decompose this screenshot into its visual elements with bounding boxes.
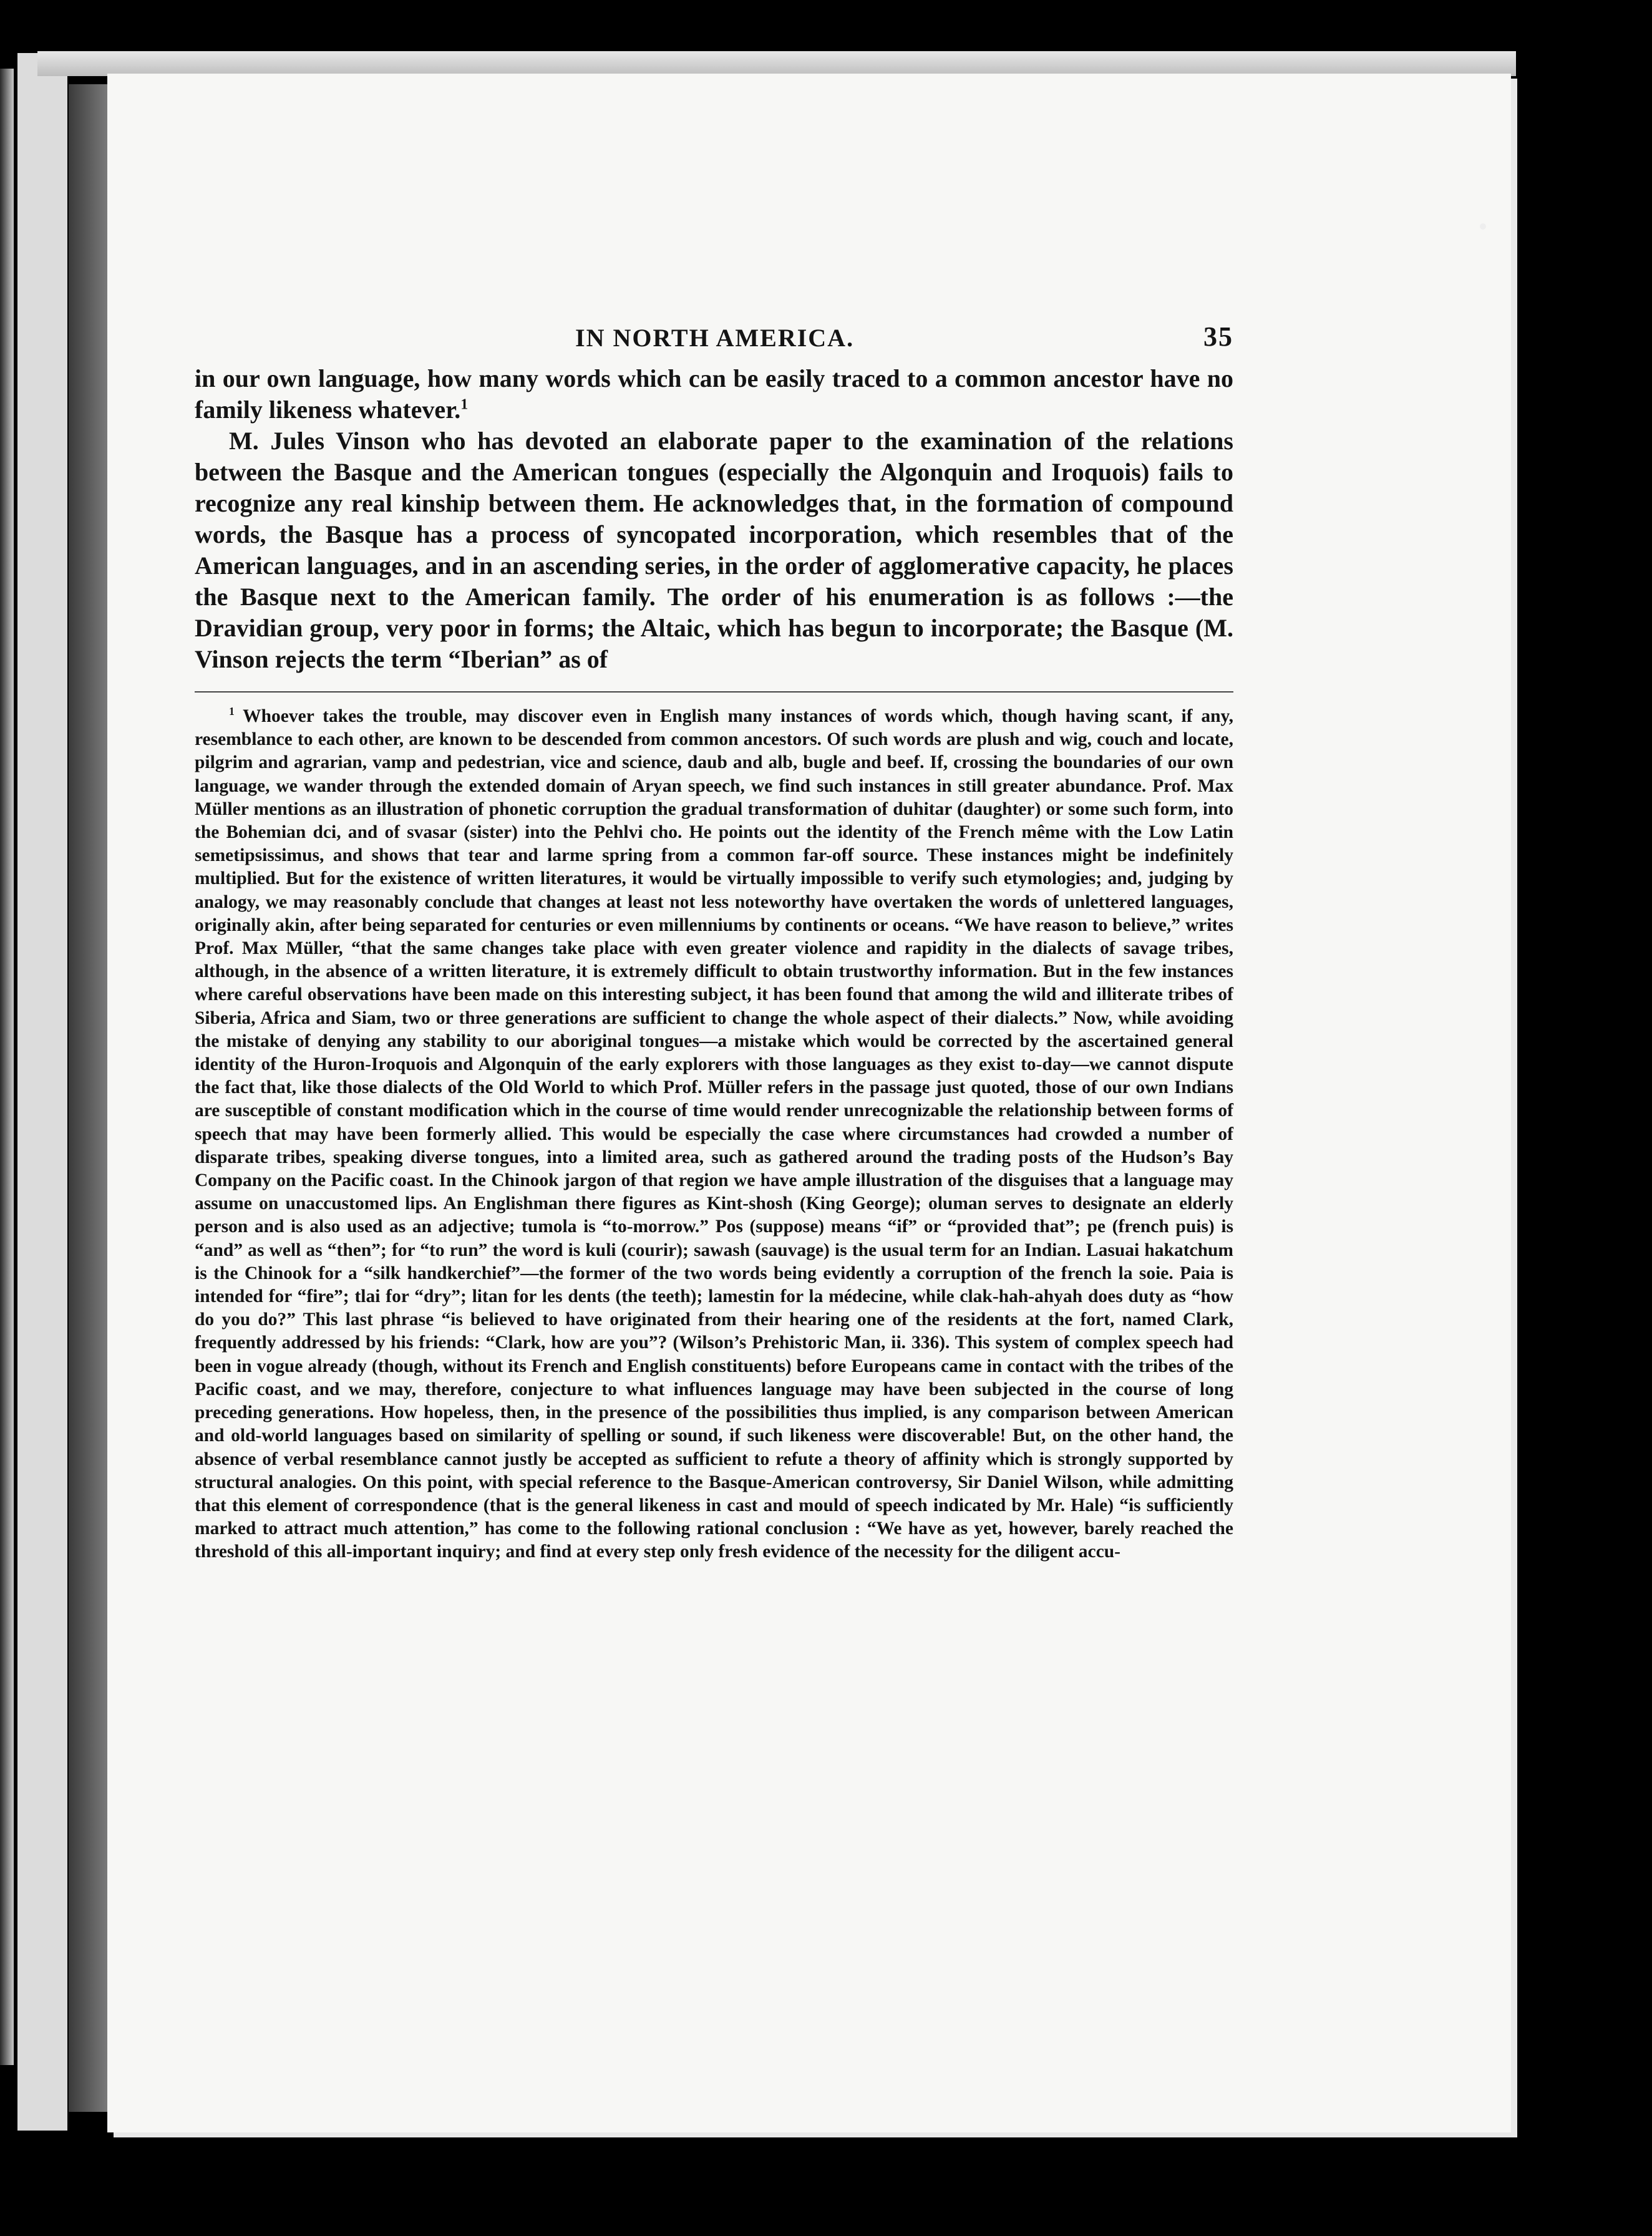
book-page xyxy=(107,74,1511,2132)
previous-page-strip xyxy=(17,53,67,2131)
footnote xyxy=(195,705,1233,1564)
previous-page-edge xyxy=(0,69,14,2065)
scan-speck xyxy=(1480,223,1486,230)
page-number: 35 xyxy=(1203,321,1233,352)
page-content xyxy=(195,323,1233,1564)
footnote-paragraph xyxy=(195,705,1233,1564)
running-head xyxy=(195,323,1233,361)
footnote-reference: 1 xyxy=(460,396,469,413)
paragraph-vinson: M. Jules Vinson who has devoted an elaborate paper to the examination of the relations between the Basque and the American tongues (especially the Algonquin and Iroquois) fails to recognize any real kinship between them. He acknowledges that, in the formation of compound words, the Basque has a process of syncopated incorporation, which resembles that of the American languages, and in an ascending series, in the order of agglomerative capacity, he places the Basque next to the American family. The order of his enumeration is as follows :—the Dravidian group, very poor in forms; the Altaic, which has begun to incorporate; the Basque (M. Vinson rejects the term “Iberian” as of xyxy=(195,427,1233,673)
footnote-rule xyxy=(195,691,1233,693)
binding-shadow xyxy=(69,84,107,2112)
page-top-edge xyxy=(37,51,1516,76)
paragraph-continuation xyxy=(195,363,1233,425)
footnote-marker: 1 xyxy=(229,705,235,718)
main-text xyxy=(195,363,1233,675)
footnote-text: Whoever takes the trouble, may discover even in English many instances of words which, though having scant, if any, resemblance to each other, are known to be descended from common ancestors. Of such words are plush and wig, couch and locate, pilgrim and agrarian, vamp and pedestrian, vice and science, daub and alb, bugle and beef. If, crossing the boundaries of our own language, we wander through the extended domain of Aryan speech, we find such instances in still greater abundance. Prof. Max Müller mentions as an illustration of phonetic corruption the gradual transformation of duhitar (daughter) or some such form, into the Bohemian dci, and of svasar (sister) into the Pehlvi cho. He points out the identity of the French même with the Low Latin semetipsissimus, and shows that tear and larme spring from a common far-off source. These instances might be indefinitely multiplied. But for the existence of written literatures, it would be virtually impossible to verify such etymologies; and, judging by analogy, we may reasonably conclude that changes at least not less noteworthy have overtaken the words of unlettered languages, originally akin, after being separated for centuries or even millenniums by continents or oceans. “We have reason to believe,” writes Prof. Max Müller, “that the same changes take place with even greater violence and rapidity in the dialects of savage tribes, although, in the absence of a written literature, it is extremely difficult to obtain trustworthy information. But in the few instances where careful observations have been made on this interesting subject, it has been found that among the wild and illiterate tribes of Siberia, Africa and Siam, two or three generations are sufficient to change the whole aspect of their dialects.” Now, while avoiding the mistake of denying any stability to our aboriginal tongues—a mistake which would be corrected by the ascertained general identity of the Huron-Iroquois and Algonquin of the early explorers with those languages as they exist to-day—we cannot dispute the fact that, like those dialects of the Old World to which Prof. Müller refers in the passage just quoted, those of our own Indians are susceptible of constant modification which in the course of time would render unrecognizable the relationship between forms of speech that may have been formerly allied. This would be especially the case where circumstances had crowded a number of disparate tribes, speaking diverse tongues, into a limited area, such as gathered around the trading posts of the Hudson’s Bay Company on the Pacific coast. In the Chinook jargon of that region we have ample illustration of the disguises that a language may assume on unaccustomed lips. An Englishman there figures as Kint-shosh (King George); oluman serves to designate an elderly person and is also used as an adjective; tumola is “to-morrow.” Pos (suppose) means “if” or “provided that”; pe (french puis) is “and” as well as “then”; for “to run” the word is kuli (courir); sawash (sauvage) is the usual term for an Indian. Lasuai hakatchum is the Chinook for a “silk handkerchief”—the former of the two words being evidently a corruption of the french la soie. Paia is intended for “fire”; tlai for “dry”; litan for les dents (the teeth); lamestin for la médecine, while clak-hah-ahyah does duty as “how do you do?” This last phrase “is believed to have originated from their hearing one of the residents at the fort, named Clark, frequently addressed by his friends: “Clark, how are you”? (Wilson’s Prehistoric Man, ii. 336). This system of complex speech had been in vogue already (though, without its French and English constituents) before Europeans came in contact with the tribes of the Pacific coast, and we may, therefore, conjecture to what influences language may have been subjected in the course of long preceding generations. How hopeless, then, in the presence of the possibilities thus implied, is any comparison between American and old-world languages based on similarity of spelling or sound, if such likeness were discoverable! But, on the other hand, the absence of verbal resemblance cannot justly be accepted as sufficient to refute a theory of affinity which is strongly supported by structural analogies. On this point, with special reference to the Basque-American controversy, Sir Daniel Wilson, while admitting that this element of correspondence (that is the general likeness in cast and mould of speech indicated by Mr. Hale) “is sufficiently marked to attract much attention,” has come to the following rational conclusion : “We have as yet, however, barely reached the threshold of this all-important inquiry; and find at every step only fresh evidence of the necessity for the diligent accu- xyxy=(195,706,1233,1562)
running-head-title: IN NORTH AMERICA. xyxy=(575,324,855,352)
paragraph-1-text: in our own language, how many words which can be easily traced to a common ancestor have no family likeness whatever. xyxy=(195,364,1233,424)
